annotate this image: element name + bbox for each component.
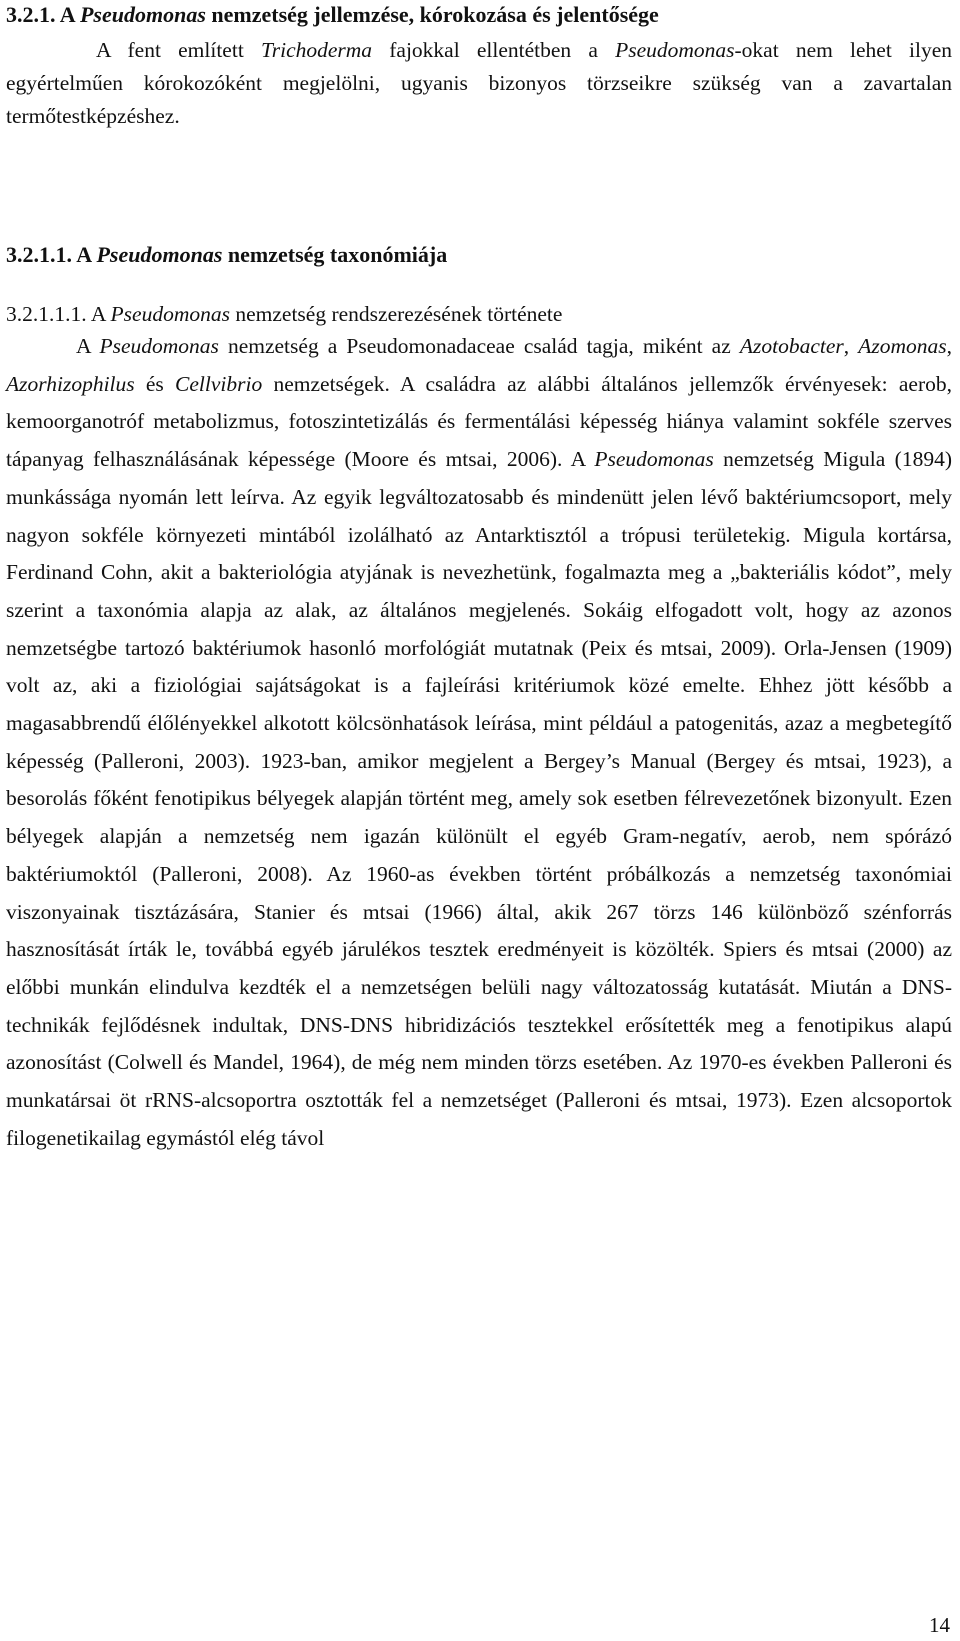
body-text: A [76,334,100,358]
body-text: nemzetség a Pseudomonadaceae család tagja, miként az [218,334,740,358]
subsection-title-post: nemzetség taxonómiája [222,242,448,267]
body-text: nemzetség Migula (1894) munkássága nyomán lett leírva. Az egyik legváltozatosabb és mindenütt jelen lévő baktériumcsoport, mely nagyon sokféle környezeti mintából izolálható az Antarktisztól a trópusi területekig. Migula kortársa, Ferdinand Cohn, akit a bakteriológia atyjának is nevezhetünk, fogalmazta meg a „bakteriális kódot”, mely szerint a taxonómia alapja az alak, az általános megjelenés. Sokáig elfogadott volt, hogy az azonos nemzetségbe tartozó baktériumok hasonló morfológiát mutatnak (Peix és mtsai, 2009). Orla-Jensen (1909) volt az, aki a fiziológiai sajátságokat is a fajleírási kritériumok közé emelte. Ehhez jött később a magasabbrendű élőlényekkel alkotott kölcsönhatások leírása, mint például a patogenitás, azaz a megbetegítő képesség (Palleroni, 2003). 1923-ban, amikor megjelent a Bergey’s Manual (Bergey és mtsai, 1923), a besorolás főként fenotipikus bélyegek alapján történt meg, amely sok esetben félrevezetőnek bizonyult. Ezen bélyegek alapján a nemzetség nem igazán különült el egyéb Gram-negatív, aerob, nem spórázó baktériumoktól (Palleroni, 2008). Az 1960-as években történt próbálkozás a nemzetség taxonómiai viszonyainak tisztázására, Stanier és mtsai (1966) által, akik 267 törzs 146 különböző szénforrás hasznosítását írták le, továbbá egyéb járulékos tesztek eredményeit is közölték. Spiers és mtsai (2000) az előbbi munkán elindulva kezdték el a nemzetségen belüli nagy változatosság kutatását. Miután a DNS-technikák fejlődésnek indultak, DNS-DNS hibridizációs tesztekkel erősítették meg a fenotipikus alapú azonosítást (Colwell és Mandel, 1964), de még nem minden törzs esetében. Az 1970-es években Palleroni és munkatársai öt rRNS-alcsoportra osztották fel a nemzetséget (Palleroni és mtsai, 1973). Ezen alcsoportok filogenetikailag egymástól elég távol [6,447,952,1150]
body-italic: Azotobacter [739,334,844,358]
body-paragraph [6,328,952,1157]
section-title-pre: A [59,2,80,27]
intro-italic: Trichoderma [260,38,373,62]
section-title-italic: Pseudomonas [79,2,206,27]
subsubsection-number: 3.2.1.1.1. [6,302,87,326]
body-text: , [843,334,859,358]
subsection-title-pre: A [76,242,97,267]
intro-paragraph [6,34,952,133]
body-text: nemzetségek. A családra az alábbi általános jellemzők érvényesek: aerob, kemoorganotróf metabolizmus, fotoszintetizálás és fermentálási képesség hiánya valamint sokféle szerves tápanyag felhasználásának képessége (Moore és mtsai, 2006). A [6,371,952,472]
subsection-heading [6,242,447,268]
subsubsection-heading [6,302,562,327]
section-title-post: nemzetség jellemzése, kórokozása és jelentősége [205,2,659,27]
subsection-number: 3.2.1.1. [6,242,72,267]
body-italic: Azorhizophilus [6,371,135,396]
subsubsection-title-pre: A [90,302,111,326]
section-heading [6,2,659,28]
body-italic: Pseudomonas [99,334,219,358]
body-italic: Pseudomonas [594,447,714,472]
intro-italic: Pseudomonas [615,38,735,62]
intro-text: -okat nem lehet ilyen egyértelműen kórokozóként megjelölni, ugyanis bizonyos törzseikre szükség van a zavartalan termőtestképzéshez. [6,38,952,128]
body-text: , [946,334,953,358]
body-italic: Cellvibrio [175,371,263,396]
intro-text: fajokkal ellentétben a [372,38,616,62]
subsubsection-title-post: nemzetség rendszerezésének története [229,302,563,326]
page-number: 14 [929,1613,950,1637]
intro-text: A fent említett [96,38,261,62]
body-italic: Azomonas [858,334,947,358]
section-number: 3.2.1. [6,2,56,27]
body-text: és [134,371,176,396]
subsubsection-title-italic: Pseudomonas [110,302,230,326]
subsection-title-italic: Pseudomonas [96,242,223,267]
